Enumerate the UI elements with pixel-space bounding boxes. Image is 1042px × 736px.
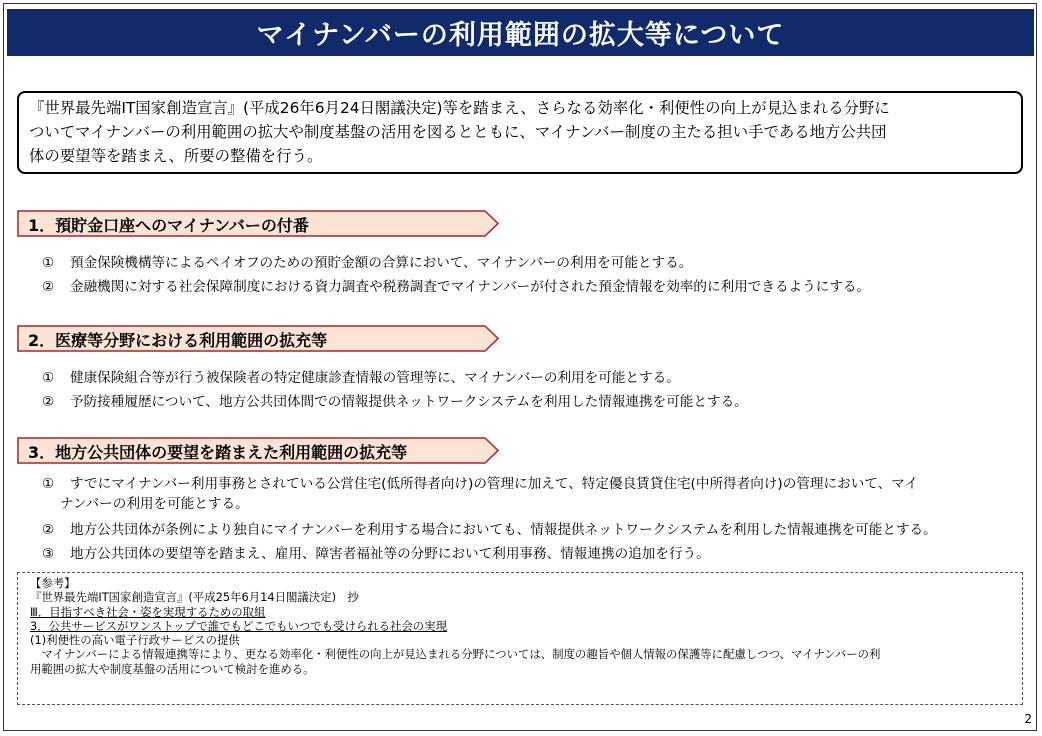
list-item: ② 予防接種履歴について、地方公共団体間での情報提供ネットワークシステムを利用した情報連携を可能とする。 — [42, 394, 748, 410]
section-heading-text: 2．医療等分野における利用範囲の拡充等 — [28, 331, 328, 350]
list-item: ① 健康保険組合等が行う被保険者の特定健康診査情報の管理等に、マイナンバーの利用を可能とする。 — [42, 370, 680, 386]
intro-line: 体の要望等を踏まえ、所要の整備を行う。 — [29, 147, 323, 165]
section-heading-3 — [17, 437, 497, 464]
title-banner — [7, 9, 1034, 56]
page-title: マイナンバーの利用範囲の拡大等について — [256, 20, 785, 51]
intro-line: 『世界最先端IT国家創造宣言』(平成26年6月24日閣議決定)等を踏まえ、さらなる効率化・利便性の向上が見込まれる分野に — [29, 99, 890, 117]
reference-item: (1)利便性の高い電子行政サービスの提供 — [30, 633, 240, 648]
reference-box — [17, 572, 1023, 705]
reference-body: 用範囲の拡大や制度基盤の活用について検討を進める。 — [30, 661, 315, 676]
intro-line: ついてマイナンバーの利用範囲の拡大や制度基盤の活用を図るとともに、マイナンバー制度の主たる担い手である地方公共団 — [29, 123, 887, 141]
intro-box — [17, 91, 1023, 174]
reference-label: 【参考】 — [30, 576, 76, 590]
list-item: ② 金融機関に対する社会保障制度における資力調査や税務調査でマイナンバーが付された預金情報を効率的に利用できるようにする。 — [42, 279, 871, 295]
list-item: ① 預金保険機構等によるペイオフのための預貯金額の合算において、マイナンバーの利用を可能とする。 — [42, 255, 693, 271]
reference-chapter: Ⅲ．目指すべき社会・姿を実現するための取組 — [30, 604, 266, 619]
reference-body: マイナンバーによる情報連携等により、更なる効率化・利便性の向上が見込まれる分野については、制度の趣旨や個人情報の保護等に配慮しつつ、マイナンバーの利 — [30, 647, 881, 662]
section-heading-1 — [17, 210, 497, 237]
reference-source: 『世界最先端IT国家創造宣言』(平成25年6月14日閣議決定) 抄 — [30, 590, 359, 605]
section-heading-2 — [17, 325, 497, 352]
list-item: ③ 地方公共団体の要望等を踏まえ、雇用、障害者福祉等の分野において利用事務、情報連携の追加を行う。 — [42, 546, 710, 562]
page-number: 2 — [1024, 712, 1032, 726]
list-item: ① すでにマイナンバー利用事務とされている公営住宅(低所得者向け)の管理に加えて、特定優良賃貸住宅(中所得者向け)の管理において、マイ ナンバーの利用を可能とする。 — [42, 476, 919, 512]
section-heading-text: 3．地方公共団体の要望を踏まえた利用範囲の拡充等 — [28, 443, 408, 462]
reference-subchapter: 3．公共サービスがワンストップで誰でもどこでもいつでも受けられる社会の実現 — [30, 618, 447, 633]
section-heading-text: 1．預貯金口座へのマイナンバーの付番 — [28, 216, 309, 235]
list-item: ② 地方公共団体が条例により独自にマイナンバーを利用する場合においても、情報提供ネットワークシステムを利用した情報連携を可能とする。 — [42, 522, 937, 538]
